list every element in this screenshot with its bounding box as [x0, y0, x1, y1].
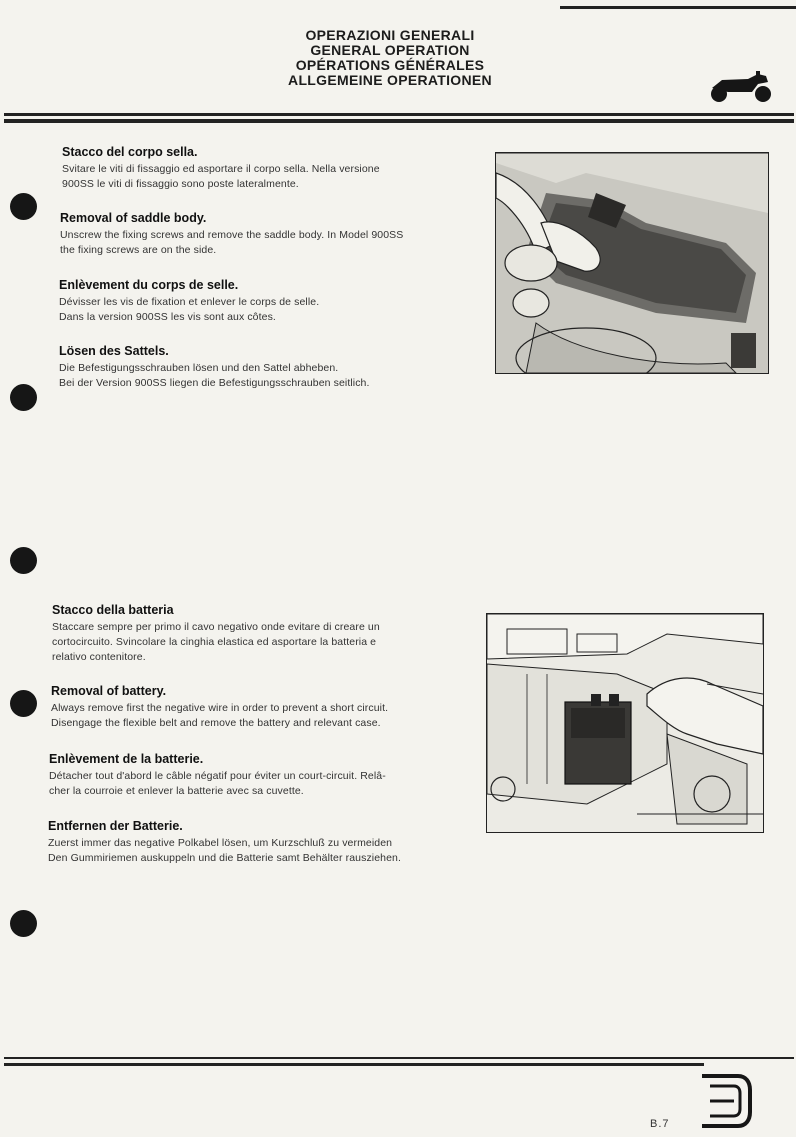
punch-hole-icon: [10, 690, 37, 717]
instruction-line: Svitare le viti di fissaggio ed asportare il corpo sella. Nella versione: [62, 163, 380, 175]
instruction-title: Removal of saddle body.: [60, 211, 207, 225]
header-title-it: OPERAZIONI GENERALI: [305, 27, 475, 43]
instruction-title: Entfernen der Batterie.: [48, 819, 183, 833]
page-header: [240, 28, 540, 88]
punch-hole-icon: [10, 384, 37, 411]
instruction-line: Den Gummiriemen auskuppeln und die Batterie samt Behälter rausziehen.: [48, 852, 401, 864]
instruction-line: relativo contenitore.: [52, 651, 146, 663]
instruction-line: Unscrew the fixing screws and remove the saddle body. In Model 900SS: [60, 229, 404, 241]
instruction-block-it: [62, 145, 482, 192]
instruction-line: the fixing screws are on the side.: [60, 244, 217, 256]
saddle-removal-illustration: [495, 152, 769, 374]
instruction-title: Lösen des Sattels.: [59, 344, 169, 358]
instruction-title: Removal of battery.: [51, 684, 167, 698]
instruction-block-de: [59, 344, 479, 391]
instruction-block-de: [48, 819, 478, 866]
instruction-text: [59, 295, 479, 325]
header-title-de: ALLGEMEINE OPERATIONEN: [288, 72, 492, 88]
motorcycle-icon: [708, 70, 774, 109]
instruction-line: Die Befestigungsschrauben lösen und den Sattel abheben.: [59, 362, 339, 374]
instruction-line: cher la courroie et enlever la batterie avec sa cuvette.: [49, 785, 304, 797]
footer-rule-top: [4, 1057, 794, 1059]
page-number: B.7: [650, 1118, 670, 1130]
manufacturer-logo-icon: [698, 1072, 754, 1135]
instruction-line: Détacher tout d'abord le câble négatif pour éviter un court-circuit. Relâ-: [49, 770, 386, 782]
instruction-block-en: [51, 684, 481, 731]
instruction-text: [60, 228, 480, 258]
instruction-title: Enlèvement de la batterie.: [49, 752, 204, 766]
instruction-line: Bei der Version 900SS liegen die Befestigungsschrauben seitlich.: [59, 377, 370, 389]
instruction-line: Zuerst immer das negative Polkabel lösen, um Kurzschluß zu vermeiden: [48, 837, 393, 849]
instruction-text: [52, 620, 482, 665]
instruction-text: [62, 162, 482, 192]
top-edge-rule: [560, 6, 796, 9]
instruction-line: Dévisser les vis de fixation et enlever le corps de selle.: [59, 296, 320, 308]
punch-hole-icon: [10, 910, 37, 937]
instruction-text: [59, 361, 479, 391]
instruction-title: Stacco del corpo sella.: [62, 145, 198, 159]
instruction-line: Always remove first the negative wire in order to prevent a short circuit.: [51, 702, 389, 714]
punch-hole-icon: [10, 193, 37, 220]
footer-rule-bottom: [4, 1063, 704, 1066]
instruction-block-it: [52, 603, 482, 665]
header-rule-bottom: [4, 119, 794, 123]
instruction-text: [49, 769, 479, 799]
instruction-text: [48, 836, 478, 866]
instruction-block-en: [60, 211, 480, 258]
instruction-line: Staccare sempre per primo il cavo negativo onde evitare di creare un: [52, 621, 380, 633]
instruction-line: cortocircuito. Svincolare la cinghia elastica ed asportare la batteria e: [52, 636, 377, 648]
header-title-fr: OPÉRATIONS GÉNÉRALES: [295, 57, 485, 73]
instruction-text: [51, 701, 481, 731]
instruction-line: 900SS le viti di fissaggio sono poste lateralmente.: [62, 178, 299, 190]
instruction-line: Disengage the flexible belt and remove the battery and relevant case.: [51, 717, 381, 729]
instruction-title: Stacco della batteria: [52, 603, 174, 617]
header-rule-top: [4, 113, 794, 116]
instruction-title: Enlèvement du corps de selle.: [59, 278, 239, 292]
punch-hole-icon: [10, 547, 37, 574]
instruction-block-fr: [49, 752, 479, 799]
header-title-en: GENERAL OPERATION: [310, 42, 470, 58]
instruction-block-fr: [59, 278, 479, 325]
battery-removal-illustration: [486, 613, 764, 833]
instruction-line: Dans la version 900SS les vis sont aux côtes.: [59, 311, 276, 323]
